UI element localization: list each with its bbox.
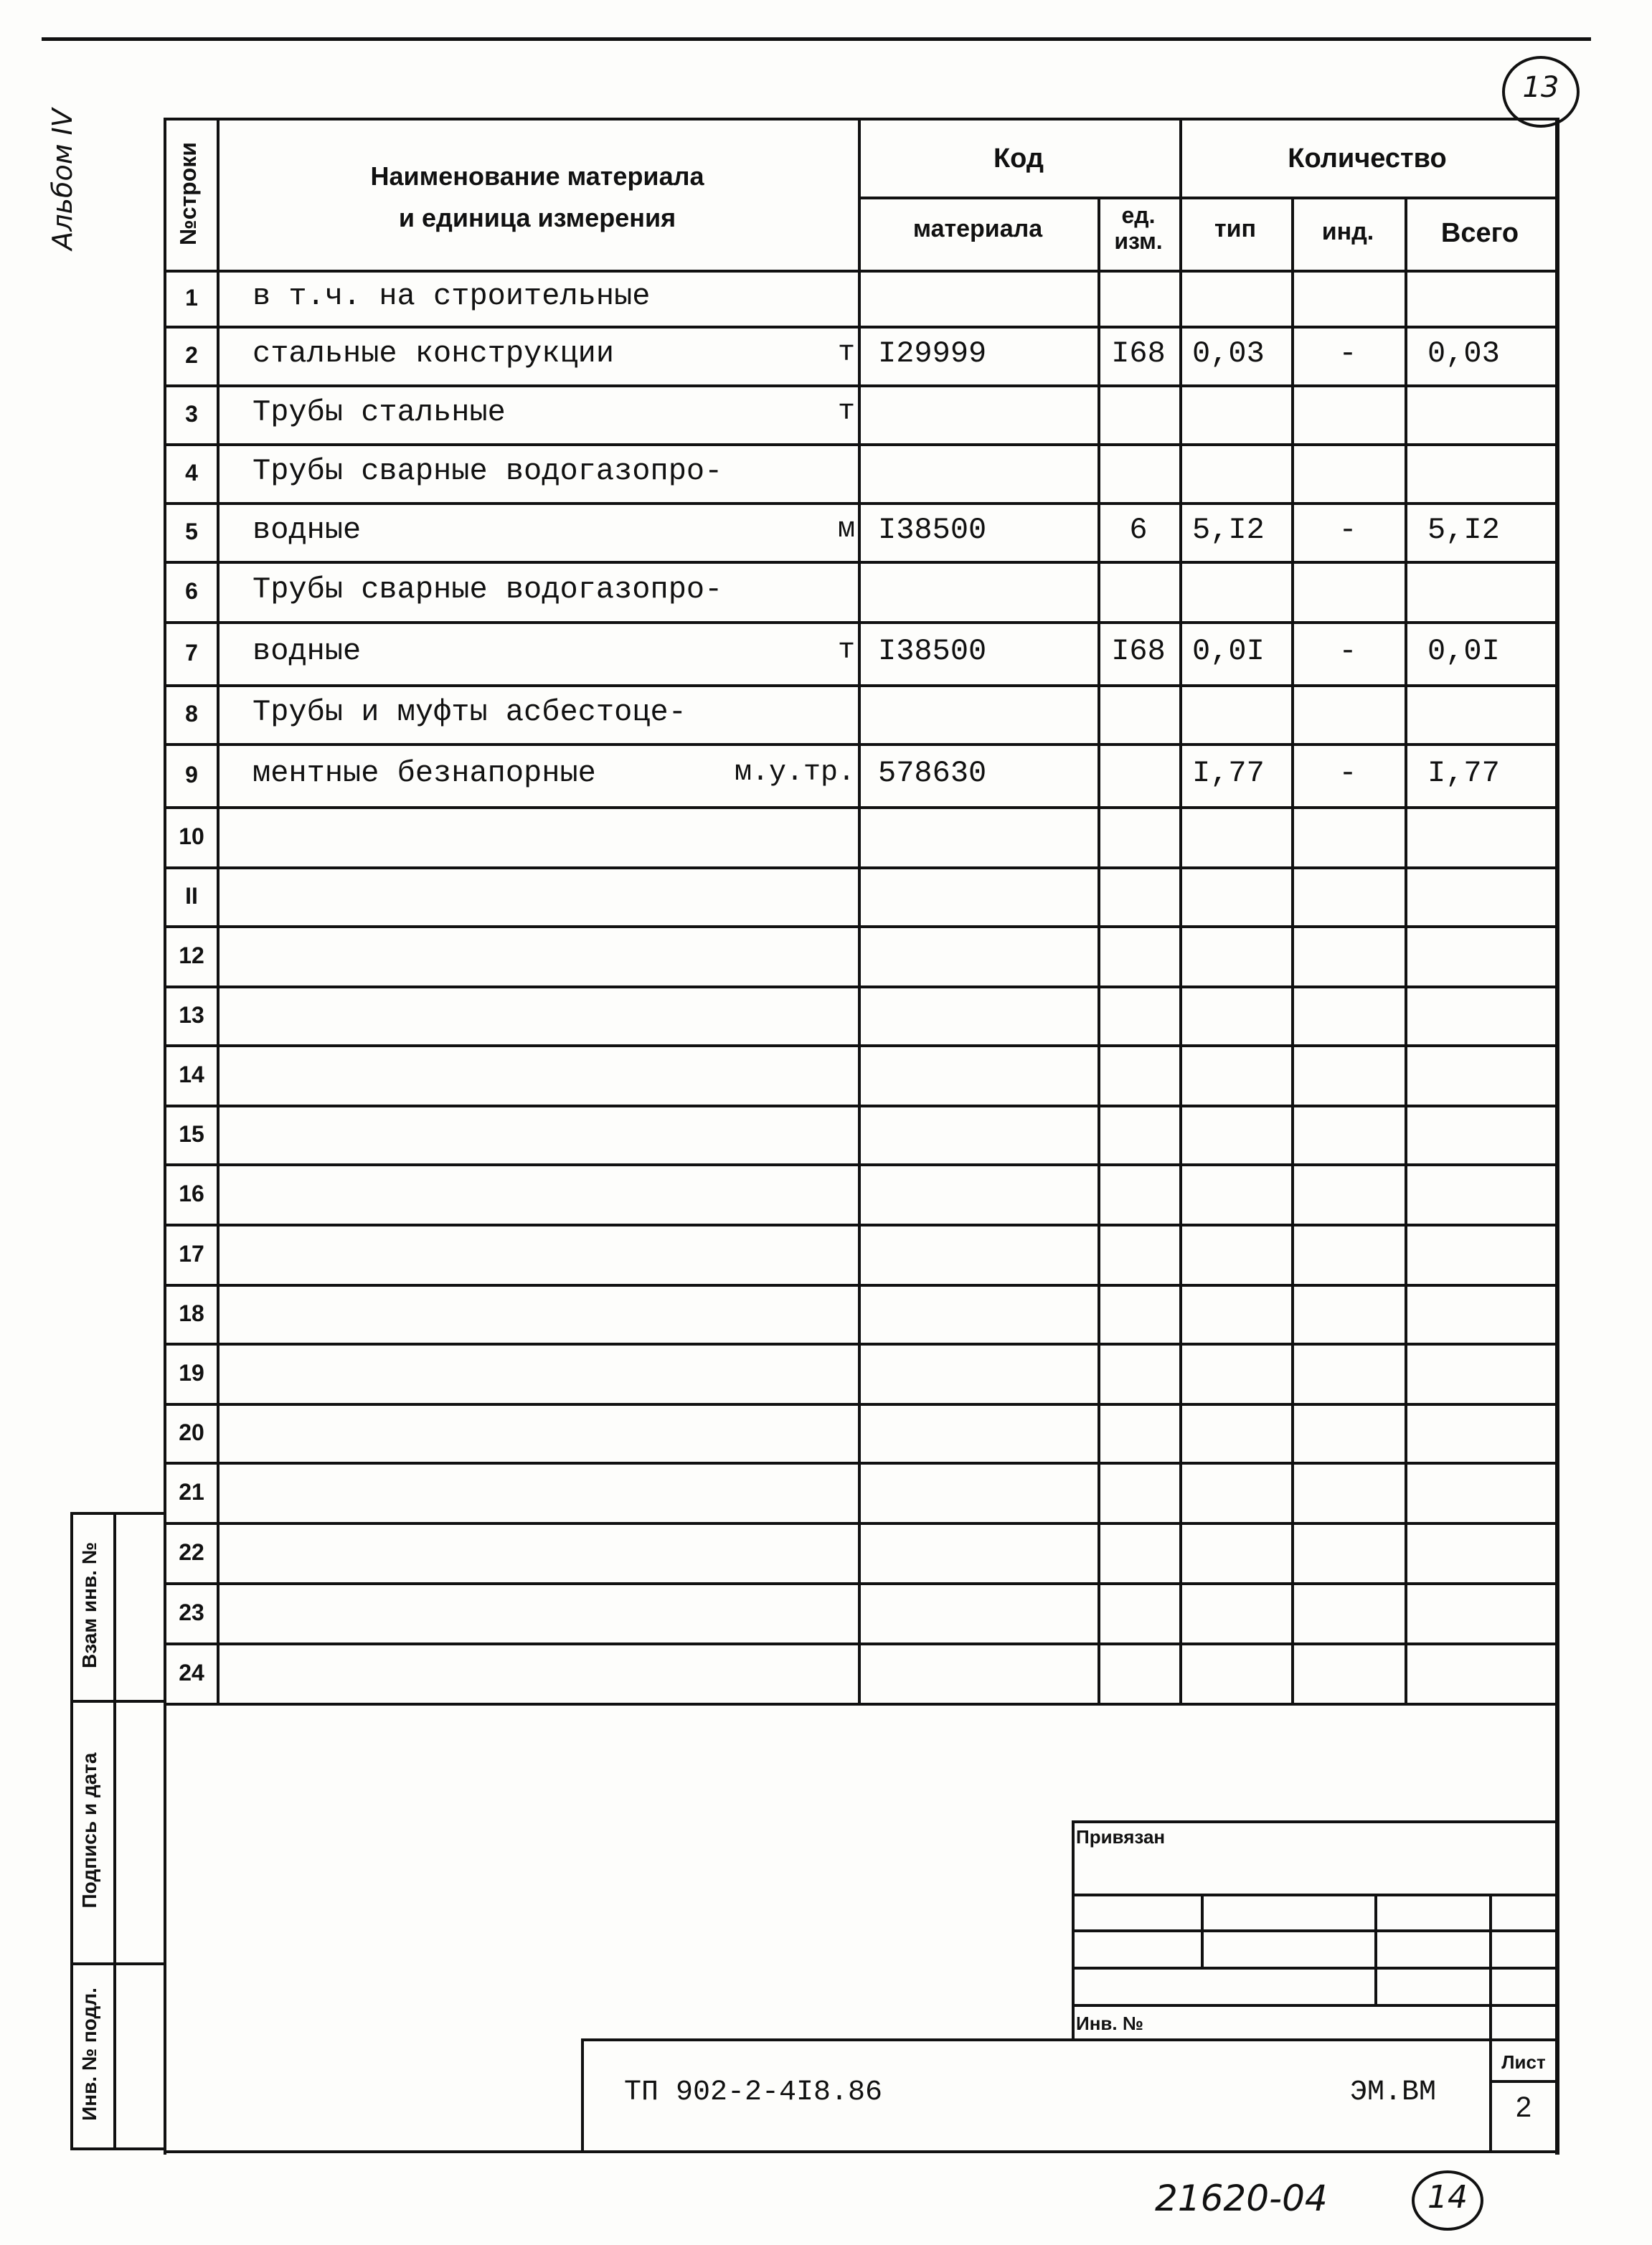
cell-ind: - [1339, 512, 1357, 547]
side-label-inv-podl: Инв. № подл. [78, 1988, 100, 2121]
cell-unit-code: I68 [1111, 633, 1166, 668]
header-name-line2: и единица измерения [398, 203, 676, 232]
cell-name: Трубы сварные водогазопро- [252, 453, 723, 488]
row-number: 8 [185, 701, 198, 727]
row-number: 22 [179, 1539, 204, 1565]
cell-total: 5,I2 [1427, 512, 1500, 547]
row-number: 17 [179, 1241, 204, 1267]
cell-code: 578630 [878, 755, 987, 790]
row-number: 12 [179, 942, 204, 968]
margin-outer-line [70, 1512, 73, 2150]
cell-name: Трубы сварные водогазопро- [252, 572, 723, 607]
row-number: 10 [179, 823, 204, 849]
margin-inner-line [113, 1512, 116, 2150]
cell-unit-code: I68 [1111, 336, 1166, 371]
row-number: 23 [179, 1599, 204, 1625]
cell-ind: - [1339, 336, 1357, 371]
top-edge-line [42, 37, 1591, 41]
row-line [164, 326, 1555, 329]
archive-number: 21620-04 [1155, 2178, 1328, 2219]
cell-code: I29999 [878, 336, 987, 371]
tb-section: ЭМ.ВМ [1350, 2076, 1437, 2109]
row-number: 19 [179, 1360, 204, 1386]
tb-line-4 [1072, 2004, 1555, 2007]
row-number: 14 [179, 1062, 204, 1087]
col-line-rowno [217, 118, 220, 1703]
cell-name: Трубы и муфты асбестоце- [252, 694, 686, 729]
header-code: Код [993, 143, 1044, 174]
col-line-code [1098, 197, 1100, 1703]
table-top-border [164, 118, 1558, 120]
cell-unit: т [837, 635, 855, 667]
row-number: 18 [179, 1300, 204, 1326]
header-unit-line1: ед. [1121, 202, 1156, 228]
side-label-vzam-inv: Взам инв. № [78, 1542, 100, 1668]
tb-top-line [1072, 1820, 1555, 1823]
tb-doc-code: ТП 902-2-4I8.86 [624, 2076, 883, 2109]
row-line [164, 1403, 1555, 1406]
row-number: 15 [179, 1121, 204, 1147]
row-line [164, 502, 1555, 505]
cell-ind: - [1339, 633, 1357, 668]
margin-line-4 [70, 2147, 164, 2150]
row-line [164, 743, 1555, 746]
col-line-ind [1405, 197, 1407, 1703]
row-number: 2 [185, 342, 198, 368]
row-line [164, 1224, 1555, 1227]
row-line [164, 986, 1555, 988]
margin-line-2 [70, 1700, 164, 1703]
row-line [164, 806, 1555, 809]
row-line [164, 621, 1555, 624]
tb-inv-no: Инв. № [1076, 2013, 1143, 2034]
album-note: Альбом IV [47, 108, 78, 250]
cell-unit: м.у.тр. [734, 757, 855, 789]
sheet-number: 13 [1522, 71, 1559, 104]
tb-list-label: Лист [1501, 2051, 1546, 2073]
row-number: 4 [185, 460, 198, 486]
cell-unit: м [837, 514, 855, 546]
row-number: 20 [179, 1419, 204, 1445]
header-name-line1: Наименование материала [370, 161, 704, 191]
row-number: 9 [185, 762, 198, 788]
header-qty-type: тип [1214, 215, 1257, 242]
col-line-type [1291, 197, 1294, 1703]
row-line [164, 1643, 1555, 1645]
cell-total: I,77 [1427, 755, 1500, 790]
cell-unit: т [837, 396, 855, 428]
row-line [164, 1284, 1555, 1287]
cell-name: стальные конструкции [252, 336, 615, 371]
row-line [164, 443, 1555, 446]
row-line [164, 561, 1555, 564]
cell-code: I38500 [878, 633, 987, 668]
cell-unit-code: 6 [1129, 512, 1148, 547]
header-unit-line2: изм. [1114, 228, 1163, 254]
row-line [164, 1343, 1555, 1346]
tb-main-left [581, 2038, 584, 2153]
margin-line-3 [70, 1962, 164, 1965]
tb-list-number: 2 [1515, 2092, 1532, 2123]
header-qty-ind: инд. [1321, 218, 1374, 245]
tb-col-1 [1201, 1894, 1204, 1968]
cell-type: I,77 [1192, 755, 1265, 790]
header-quantity: Количество [1288, 143, 1447, 174]
row-line [164, 1582, 1555, 1585]
row-number: 21 [179, 1479, 204, 1505]
row-number: 3 [185, 401, 198, 427]
row-line [164, 684, 1555, 687]
cell-name: водные [252, 512, 362, 547]
cell-total: 0,0I [1427, 633, 1500, 668]
side-label-podpis-data: Подпись и дата [78, 1752, 100, 1909]
row-number: 5 [185, 519, 198, 544]
row-line [164, 1044, 1555, 1047]
row-line [164, 384, 1555, 387]
row-line [164, 1163, 1555, 1166]
tb-list-line [1489, 2080, 1555, 2083]
row-line [164, 1522, 1555, 1525]
row-line [164, 1462, 1555, 1465]
cell-type: 5,I2 [1192, 512, 1265, 547]
tb-privyazan: Привязан [1076, 1826, 1166, 1848]
cell-name: в т.ч. на строительные [252, 278, 651, 313]
title-block-bottom [164, 2150, 1558, 2153]
row-line [164, 866, 1555, 869]
tb-line-2 [1072, 1929, 1555, 1932]
col-line-unit [1179, 118, 1182, 1703]
header-sub-line [858, 197, 1555, 199]
row-line [164, 1703, 1555, 1706]
margin-line-1 [70, 1512, 164, 1515]
cell-type: 0,03 [1192, 336, 1265, 371]
tb-col-2 [1374, 1894, 1377, 2004]
outer-right-border [1557, 118, 1559, 2155]
row-number: 13 [179, 1002, 204, 1028]
cell-name: водные [252, 633, 362, 668]
row-number: 24 [179, 1660, 204, 1686]
cell-ind: - [1339, 755, 1357, 790]
cell-total: 0,03 [1427, 336, 1500, 371]
row-line [164, 925, 1555, 928]
header-code-material: материала [912, 215, 1043, 242]
page-number: 14 [1427, 2179, 1468, 2216]
row-number: 16 [179, 1181, 204, 1206]
cell-name: ментные безнапорные [252, 755, 596, 790]
row-number: II [185, 883, 198, 909]
tb-line-1 [1072, 1894, 1555, 1896]
row-number: 6 [185, 578, 198, 604]
header-qty-total: Всего [1440, 218, 1519, 248]
row-number: 1 [185, 285, 198, 311]
cell-code: I38500 [878, 512, 987, 547]
cell-name: Трубы стальные [252, 394, 506, 430]
cell-unit: т [837, 337, 855, 369]
tb-line-3 [1072, 1967, 1555, 1970]
row-number: 7 [185, 640, 198, 666]
header-row-number: №строки [175, 142, 201, 245]
row-line [164, 1105, 1555, 1107]
cell-type: 0,0I [1192, 633, 1265, 668]
col-line-name [858, 118, 861, 1703]
tb-main-top [581, 2038, 1558, 2041]
